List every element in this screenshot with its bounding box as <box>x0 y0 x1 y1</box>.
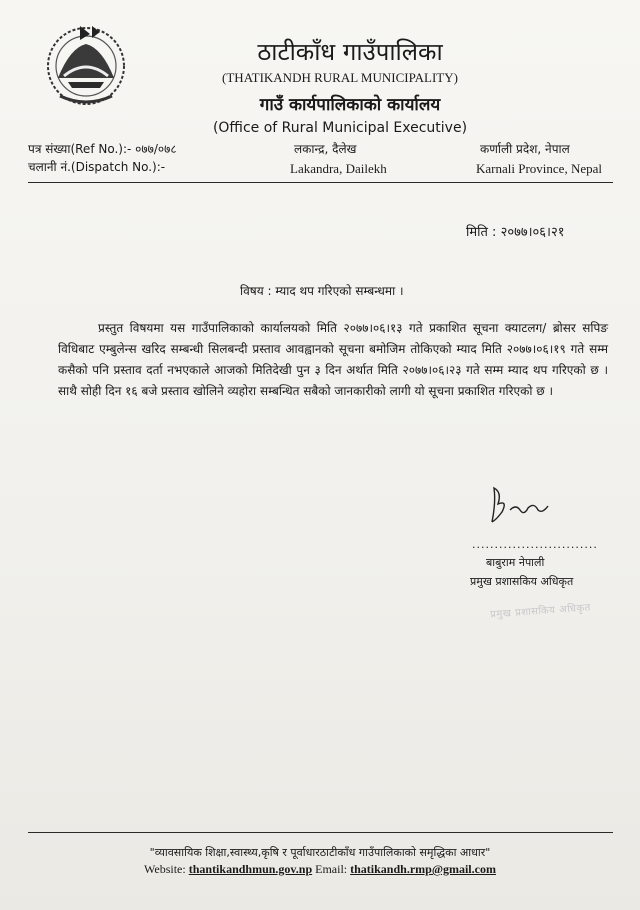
province-np: कर्णाली प्रदेश, नेपाल <box>480 142 570 156</box>
website-label: Website: <box>144 862 186 876</box>
municipality-title-en: (THATIKANDH RURAL MUNICIPALITY) <box>222 70 458 85</box>
email-link[interactable]: thatikandh.rmp@gmail.com <box>350 862 496 876</box>
municipality-title-np: ठाटीकाँध गाउँपालिका <box>257 38 443 66</box>
location-np: लकान्द्र, दैलेख <box>294 142 357 156</box>
ref-number: पत्र संख्या(Ref No.):- ०७७/०७८ <box>28 142 177 156</box>
signature-image <box>482 482 562 530</box>
letter-body: प्रस्तुत विषयमा यस गाउँपालिकाको कार्यालयको मिति २०७७।०६।१३ गते प्रकाशित सूचना क्याटलग/ ब्रोसर सपिङ विधिबाट एम्बुलेन्स खरिद सम्बन्धी सिलबन्दी प्रस्ताव आवह्वानको सूचना बमोजिम तोकिएको म्याद मिति २०७७।०६।१९ गते सम्म कसैको पनि प्रस्ताव दर्ता नभएकाले आजको मितिदेखी पुन ३ दिन अर्थात मिति २०७७।०६।२३ गते सम्म म्याद थप गरिएको छ । साथै सोही दिन १६ बजे प्रस्ताव खोलिने व्यहोरा सम्बन्धित सबैको जानकारीको लागी यो सूचना प्रकाशित गरिएको छ । <box>58 321 608 398</box>
signature-line: ............................ <box>472 538 598 551</box>
header-divider <box>28 182 613 183</box>
footer-divider <box>28 832 613 833</box>
letter-date: मिति : २०७७।०६।२१ <box>466 225 565 240</box>
footer-contact <box>0 862 640 877</box>
email-label: Email: <box>315 862 348 876</box>
website-link[interactable]: thantikandhmun.gov.np <box>188 862 313 876</box>
office-title-en: (Office of Rural Municipal Executive) <box>212 120 468 136</box>
location-en: Lakandra, Dailekh <box>290 161 387 176</box>
faded-stamp: प्रमुख प्रशासकिय अधिकृत <box>489 602 592 621</box>
signatory-name: बाबुराम नेपाली <box>486 556 545 569</box>
dispatch-number: चलानी नं.(Dispatch No.):- <box>28 160 166 174</box>
letter-subject: विषय : म्याद थप गरिएको सम्बन्धमा । <box>240 284 404 298</box>
signatory-title: प्रमुख प्रशासकिय अधिकृत <box>470 575 574 588</box>
office-title-np: गाउँ कार्यपालिकाको कार्यालय <box>259 95 441 115</box>
province-en: Karnali Province, Nepal <box>476 161 602 176</box>
footer-motto: "व्यावसायिक शिक्षा,स्वास्थ्य,कृषि र पूर्वाधारठाटीकाँध गाउँपालिकाको समृद्धिका आधार" <box>149 846 491 859</box>
